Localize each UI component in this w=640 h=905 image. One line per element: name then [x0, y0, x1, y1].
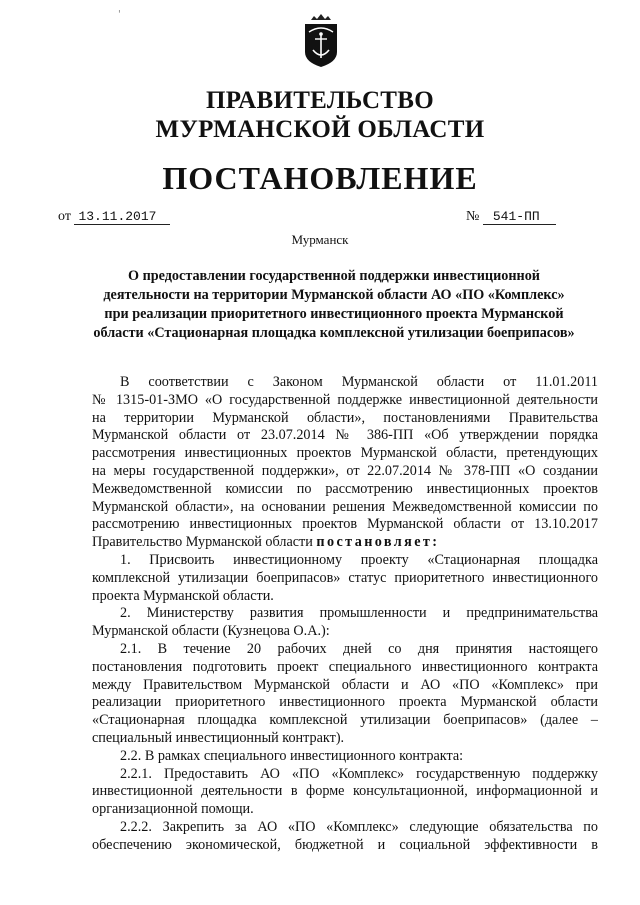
number-value: 541-ПП — [483, 209, 556, 225]
body-line — [92, 801, 598, 819]
subject-line: при реализации приоритетного инвестиционного проекта Мурманской — [104, 306, 564, 322]
body-line-text: на меры государственной поддержки», от 22.07.2014 № 378-ПП «О создании — [92, 462, 598, 479]
body-line — [92, 730, 598, 748]
body-line — [92, 588, 598, 606]
body-line — [92, 766, 598, 784]
body-line-text: Правительство Мурманской области — [92, 534, 313, 551]
body-line — [92, 374, 598, 392]
body-line — [92, 570, 598, 588]
body-line — [92, 481, 598, 499]
body-line-text: 2.2.2. Закрепить за АО «ПО «Комплекс» следующие обязательства по — [120, 818, 598, 835]
body-line-text: № 1315-01-ЗМО «О государственной поддержке инвестиционной деятельности — [92, 391, 598, 408]
body-line-text: 2.1. В течение 20 рабочих дней со дня принятия настоящего — [120, 640, 598, 657]
body-line — [92, 694, 598, 712]
body-line — [92, 463, 598, 481]
body-line-text: специальный инвестиционный контракт). — [92, 729, 345, 746]
body-line-text: инвестиционной деятельности в форме консультационной, информационной и — [92, 783, 598, 800]
body-line — [92, 516, 598, 534]
body-line — [92, 534, 598, 552]
subject-line: области «Стационарная площадка комплексной утилизации боеприпасов» — [93, 325, 575, 341]
government-title-line2: МУРМАНСКОЙ ОБЛАСТИ — [155, 116, 485, 143]
body-line-text: Мурманской области», на основании решения Межведомственной комиссии по — [92, 498, 598, 515]
body-line — [92, 712, 598, 730]
city-name: Мурманск — [291, 232, 349, 247]
scan-speck: ' — [118, 9, 121, 20]
subject-heading — [60, 267, 608, 343]
body-line-text: 2.2.1. Предоставить АО «ПО «Комплекс» государственную поддержку — [120, 765, 598, 782]
body-line-text: рассмотрения инвестиционных проектов Мурманской области, претендующих — [92, 445, 598, 462]
date-prefix: от — [58, 209, 71, 224]
document-type: ПОСТАНОВЛЕНИЕ — [162, 160, 478, 196]
body-line-text: Мурманской области (Кузнецова О.А.): — [92, 623, 330, 640]
body-line — [92, 445, 598, 463]
document-body — [92, 374, 598, 855]
body-line-text: проекта Мурманской области. — [92, 587, 274, 604]
body-line — [92, 410, 598, 428]
body-line-text: комплексной утилизации боеприпасов» статус приоритетного инвестиционного — [92, 569, 598, 586]
subject-line: О предоставлении государственной поддержки инвестиционной — [128, 268, 540, 284]
body-line — [92, 605, 598, 623]
body-line — [92, 427, 598, 445]
body-line-text: В соответствии с Законом Мурманской области от 11.01.2011 — [120, 374, 598, 390]
body-line — [92, 748, 598, 766]
body-line — [92, 837, 598, 855]
body-line-text: организационной помощи. — [92, 801, 254, 818]
body-line — [92, 677, 598, 695]
body-line-text: реализации приоритетного инвестиционного проекта Мурманской области — [92, 694, 598, 711]
body-line — [92, 819, 598, 837]
body-line — [92, 499, 598, 517]
body-line — [92, 783, 598, 801]
body-line — [92, 623, 598, 641]
body-line-text: на территории Мурманской области», постановлениями Правительства — [92, 409, 598, 426]
body-line-text: 2. Министерству развития промышленности и предпринимательства — [120, 605, 598, 622]
body-line-text: 2.2. В рамках специального инвестиционного контракта: — [120, 747, 464, 764]
body-line-text: рассмотрению инвестиционных проектов Мурманской области от 13.10.2017 — [92, 516, 598, 533]
body-line-text: «Стационарная площадка комплексной утилизации боеприпасов» (далее – — [92, 712, 598, 729]
body-line — [92, 641, 598, 659]
coat-of-arms-emblem — [302, 12, 340, 68]
body-line-text: обеспечению экономической, бюджетной и социальной эффективности в — [92, 836, 598, 853]
number-field — [466, 209, 556, 225]
date-field — [58, 209, 170, 225]
body-line-text: между Правительством Мурманской области и АО «ПО «Комплекс» при — [92, 676, 598, 693]
resolves-keyword: постановляет: — [316, 534, 440, 551]
body-line-text: 1. Присвоить инвестиционному проекту «Стационарная площадка — [120, 551, 598, 568]
date-value: 13.11.2017 — [74, 209, 170, 225]
body-line — [92, 552, 598, 570]
number-prefix: № — [466, 209, 480, 224]
body-line-text: Межведомственной комиссии по рассмотрению инвестиционных проектов — [92, 480, 598, 497]
subject-line: деятельности на территории Мурманской области АО «ПО «Комплекс» — [103, 287, 565, 303]
government-title-line1: ПРАВИТЕЛЬСТВО — [206, 87, 434, 114]
government-title — [0, 86, 640, 144]
body-line-text: Мурманской области от 23.07.2014 № 386-ПП «Об утверждении порядка — [92, 427, 598, 444]
body-line-text: постановления подготовить проект специального инвестиционного контракта — [92, 658, 598, 675]
body-line — [92, 392, 598, 410]
body-line — [92, 659, 598, 677]
